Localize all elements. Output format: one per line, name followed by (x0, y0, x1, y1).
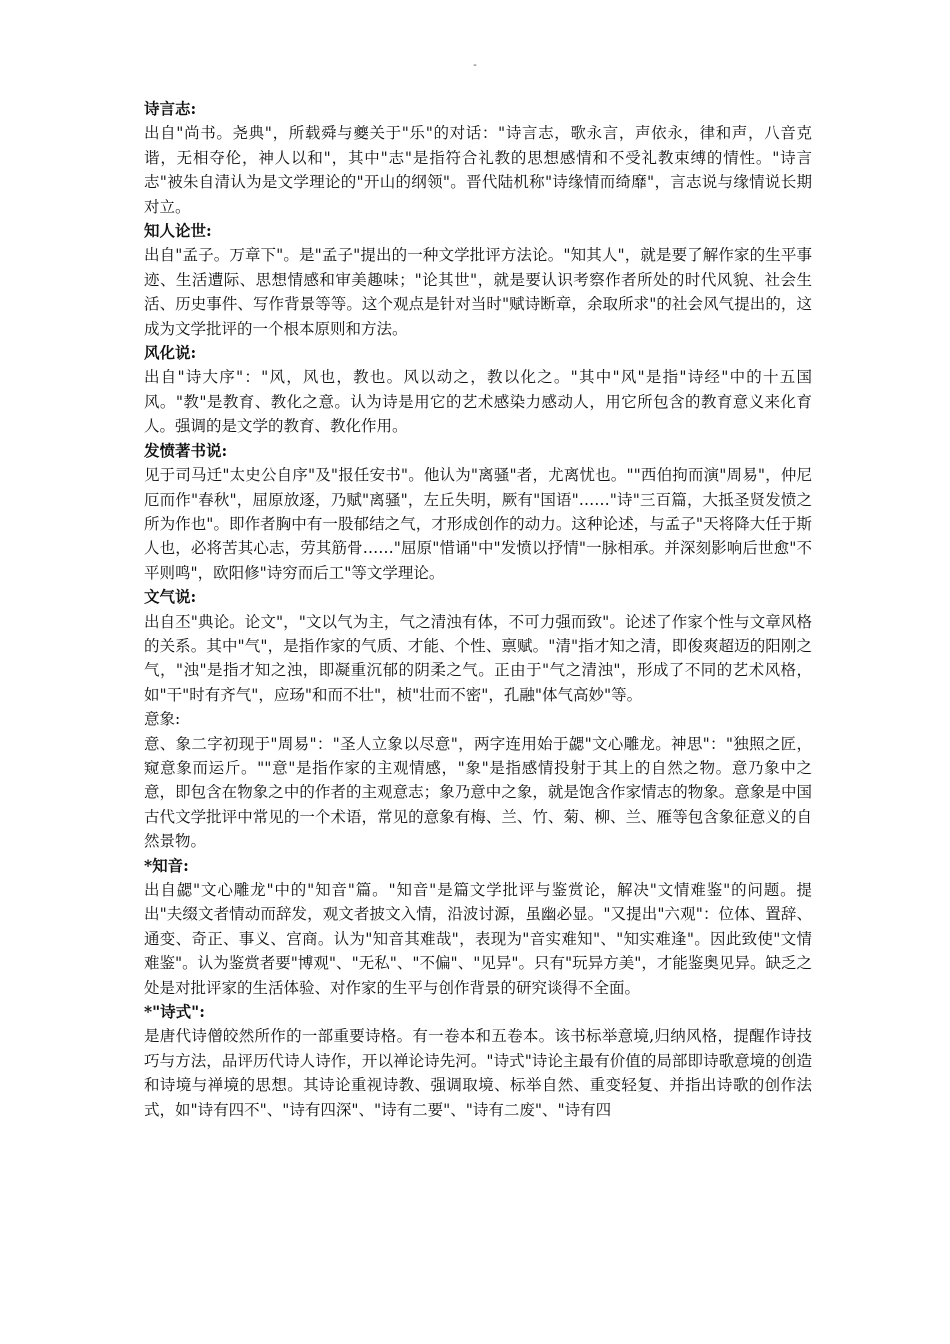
section-paragraph: 出自"孟子。万章下"。是"孟子"提出的一种文学批评方法论。"知其人"，就是要了解作家的生平事迹、生活遭际、思想情感和审美趣味；"论其世"，就是要认识考察作者所处的时代风貌、社会生活、历史事件、写作背景等等。这个观点是针对当时"赋诗断章，余取所求"的社会风气提出的，这成为文学批评的一个根本原则和方法。 (144, 246, 812, 338)
section-paragraph: 出自"尚书。尧典"，所载舜与夔关于"乐"的对话："诗言志，歌永言，声依永，律和声，八音克谐，无相夺伦，神人以和"，其中"志"是指符合礼教的思想感情和不受礼教束缚的情性。"诗言志"被朱自清认为是文学理论的"开山的纲领"。晋代陆机称"诗缘情而绮靡"，言志说与缘情说长期对立。 (144, 124, 812, 216)
section-title: *"诗式": (144, 1002, 205, 1022)
section-title: 知人论世: (144, 221, 212, 241)
section-paragraph: 是唐代诗僧皎然所作的一部重要诗格。有一卷本和五卷本。该书标举意境,归纳风格，提醒作诗技巧与方法，品评历代诗人诗作，开以禅论诗先河。"诗式"诗论主最有价值的局部即诗歌意境的创造和诗境与禅境的思想。其诗论重视诗教、强调取境、标举自然、重变轻复、并指出诗歌的创作法式，如"诗有四不"、"诗有四深"、"诗有二要"、"诗有二废"、"诗有四 (144, 1027, 812, 1119)
header-mark: - (473, 58, 477, 71)
section-title: 诗言志: (144, 99, 197, 118)
section-title: 意象: (144, 710, 181, 729)
section-paragraph: 意、象二字初现于"周易"："圣人立象以尽意"，两字连用始于勰"文心雕龙。神思"："独照之匠，窥意象而运斤。""意"是指作家的主观情感，"象"是指感情投射于其上的自然之物。意乃象中之意，即包含在物象之中的作者的主观意志；象乃意中之象，就是饱含作家情志的物象。意象是中国古代文学批评中常见的一个术语，常见的意象有梅、兰、竹、菊、柳、兰、雁等包含象征意义的自然景物。 (144, 734, 812, 851)
section-paragraph: 出自"诗大序"："风，风也，教也。风以动之，教以化之。"其中"风"是指"诗经"中的十五国风。"教"是教育、教化之意。认为诗是用它的艺术感染力感动人，用它所包含的教育意义来化育人。强调的是文学的教育、教化作用。 (144, 368, 812, 436)
section-paragraph: 出自丕"典论。论文"，"文以气为主，气之清浊有体，不可力强而致"。论述了作家个性与文章风格的关系。其中"气"，是指作家的气质、才能、个性、禀赋。"清"指才知之清，即俊爽超迈的阳刚之气，"浊"是指才知之浊，即凝重沉郁的阴柔之气。正由于"气之清浊"，形成了不同的艺术风格，如"干"时有齐气"，应玚"和而不壮"，桢"壮而不密"，孔融"体气高妙"等。 (144, 612, 812, 704)
section-title: 发愤著书说: (144, 440, 228, 460)
section-title: 文气说: (144, 587, 197, 607)
section-title: *知音: (144, 855, 189, 875)
section-paragraph: 见于司马迁"太史公自序"及"报任安书"。他认为"离骚"者，尤离忧也。""西伯拘而演"周易"，仲尼厄而作"春秋"，屈原放逐，乃赋"离骚"，左丘失明，厥有"国语"……"诗"三百篇，大抵圣贤发愤之所为作也"。即作者胸中有一股郁结之气，才形成创作的动力。这种论述，与孟子"天将降大任于斯人也，必将苦其心志，劳其筋骨……"屈原"惜诵"中"发愤以抒情"一脉相承。并深刻影响后世愈"不平则鸣"，欧阳修"诗穷而后工"等文学理论。 (144, 466, 812, 582)
document-body (144, 97, 812, 1122)
section-paragraph: 出自勰"文心雕龙"中的"知音"篇。"知音"是篇文学批评与鉴赏论，解决"文情难鉴"的问题。提出"夫缀文者情动而辞发，观文者披文入情，沿波讨源，虽幽必显。"又提出"六观"：位体、置辞、通变、奇正、事义、宫商。认为"知音其难哉"，表现为"音实难知"、"知实难逢"。因此致使"文情难鉴"。认为鉴赏者要"博观"、"无私"、"不偏"、"见异"。只有"玩异方美"，才能鉴奥见异。缺乏之处是对批评家的生活体验、对作家的生平与创作背景的研究谈得不全面。 (144, 881, 812, 997)
section-title: 风化说: (144, 343, 197, 363)
